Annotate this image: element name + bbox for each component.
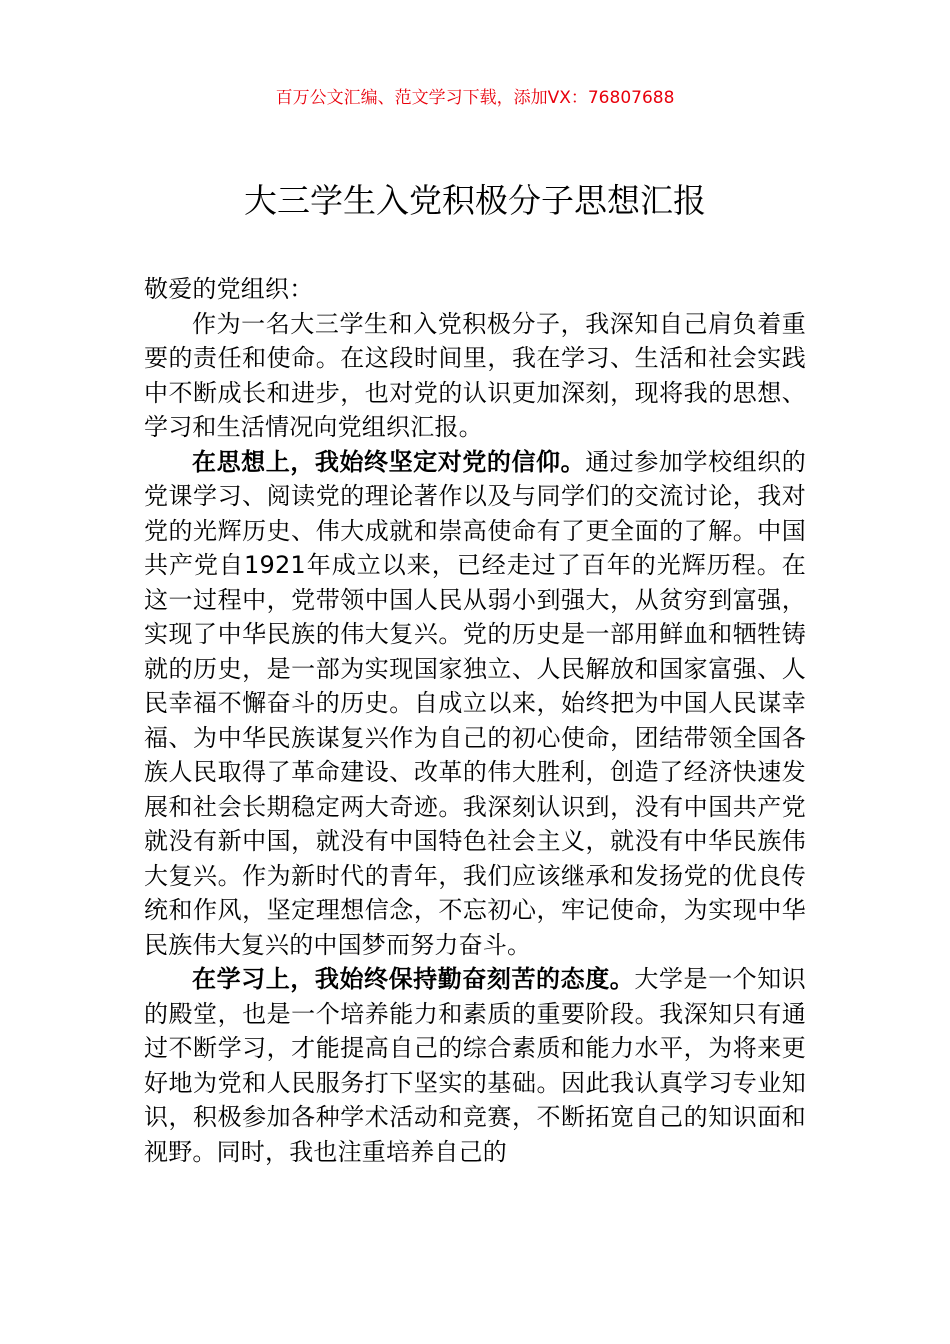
paragraph-thought — [144, 445, 806, 963]
paragraph-text: 作为一名大三学生和入党积极分子，我深知自己肩负着重要的责任和使命。在这段时间里，我在学习、生活和社会实践中不断成长和进步，也对党的认识更加深刻，现将我的思想、学习和生活情况向党组织汇报。 — [144, 309, 806, 441]
paragraph-text: 大学是一个知识的殿堂，也是一个培养能力和素质的重要阶段。我深知只有通过不断学习，才能提高自己的综合素质和能力水平，为将来更好地为党和人民服务打下坚实的基础。因此我认真学习专业知识，积极参加各种学术活动和竞赛，不断拓宽自己的知识面和视野。同时，我也注重培养自己的 — [144, 965, 806, 1166]
paragraph-intro — [144, 307, 806, 445]
paragraph-lead: 在思想上，我始终坚定对党的信仰。 — [192, 447, 586, 476]
paragraph-text: 通过参加学校组织的党课学习、阅读党的理论著作以及与同学们的交流讨论，我对党的光辉历史、伟大成就和崇高使命有了更全面的了解。中国共产党自1921年成立以来，已经走过了百年的光辉历程。在这一过程中，党带领中国人民从弱小到强大，从贫穷到富强，实现了中华民族的伟大复兴。党的历史是一部用鲜血和牺牲铸就的历史，是一部为实现国家独立、人民解放和国家富强、人民幸福不懈奋斗的历史。自成立以来，始终把为中国人民谋幸福、为中华民族谋复兴作为自己的初心使命，团结带领全国各族人民取得了革命建设、改革的伟大胜利，创造了经济快速发展和社会长期稳定两大奇迹。我深刻认识到，没有中国共产党就没有新中国，就没有中国特色社会主义，就没有中华民族伟大复兴。作为新时代的青年，我们应该继承和发扬党的优良传统和作风，坚定理想信念，不忘初心，牢记使命，为实现中华民族伟大复兴的中国梦而努力奋斗。 — [144, 447, 806, 959]
salutation: 敬爱的党组织： — [144, 275, 314, 303]
document-title: 大三学生入党积极分子思想汇报 — [244, 181, 706, 220]
document-body — [144, 272, 806, 1169]
header-watermark-note: 百万公文汇编、范文学习下载，添加VX：76807688 — [275, 88, 675, 108]
paragraph-study — [144, 962, 806, 1169]
paragraph-lead: 在学习上，我始终保持勤奋刻苦的态度。 — [192, 965, 635, 993]
